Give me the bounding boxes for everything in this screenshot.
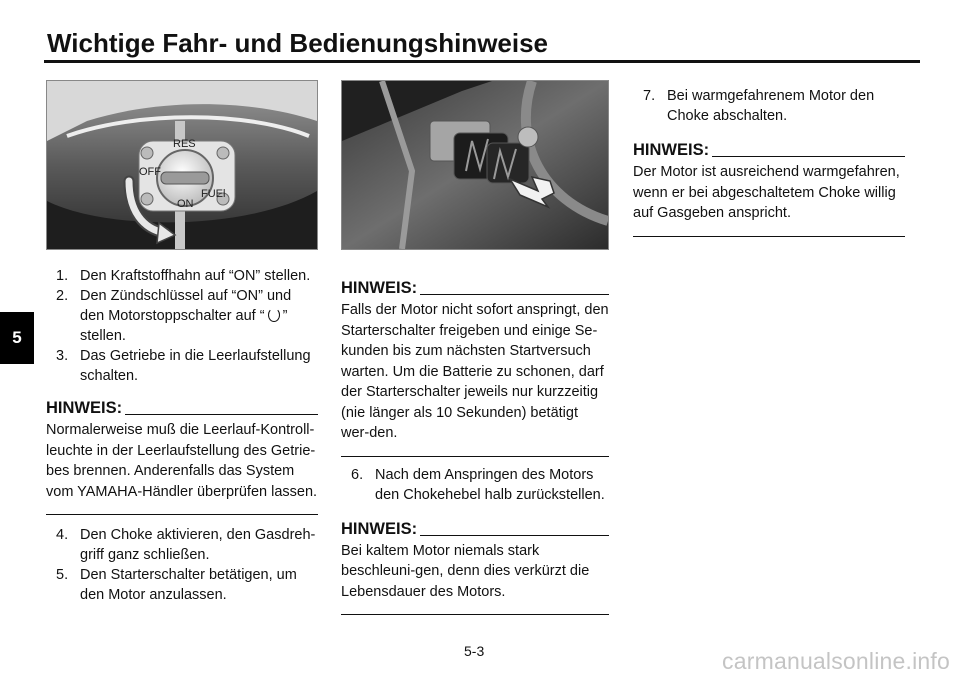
column-2	[341, 278, 609, 615]
label-res: RES	[173, 138, 196, 150]
column-3	[633, 86, 905, 237]
step-6	[341, 465, 609, 505]
note-starter	[341, 278, 609, 457]
step-number: 5.	[56, 567, 69, 583]
step-text: Den Kraftstoffhahn auf “ON” stellen.	[80, 268, 311, 284]
step-7	[633, 86, 905, 126]
note-heading: HINWEIS:	[341, 519, 609, 539]
step-text: Bei warmgefahrenem Motor den Choke abschalten.	[667, 88, 875, 124]
step-number: 6.	[351, 466, 364, 483]
step-number: 4.	[56, 527, 69, 543]
step-number: 2.	[56, 288, 69, 304]
step-4	[46, 525, 318, 565]
note-text: Falls der Motor nicht sofort anspringt, den Starterschalter freigeben und einige Se-kunden bis zum nächsten Startversuch warten. Um die Batterie zu schonen, darf der Starterschalter jeweils nur kurzzeitig (nie länger als 10 Sekunden) betätigt wer-den.	[341, 302, 609, 441]
engine-stop-switch-icon	[268, 308, 280, 322]
step-number: 7.	[643, 88, 656, 104]
steps-list-2	[46, 525, 318, 605]
watermark: carmanualsonline.info	[722, 648, 950, 674]
column-1	[46, 266, 318, 605]
note-cold-engine	[341, 519, 609, 616]
step-2	[46, 286, 318, 346]
label-fuel: FUEl	[201, 188, 226, 200]
note-text: Bei kaltem Motor niemals stark beschleuni-gen, denn dies verkürzt die Lebensdauer des Motors.	[341, 542, 590, 600]
figure-fuel-cock	[46, 80, 318, 250]
label-on: ON	[177, 198, 194, 210]
choke-lever-illustration	[342, 81, 608, 249]
chapter-tab: 5	[0, 312, 34, 364]
step-text: Das Getriebe in die Leerlaufstellung schalten.	[80, 348, 311, 384]
page-number: 5-3	[464, 643, 485, 659]
step-number: 1.	[56, 268, 69, 284]
note-end-rule	[341, 456, 609, 457]
step-3	[46, 346, 318, 386]
step-text: Den Choke aktivieren, den Gasdreh-griff ganz schließen.	[80, 527, 316, 563]
page-title: Wichtige Fahr- und Bedienungshinweise	[47, 28, 549, 58]
note-end-rule	[46, 514, 318, 515]
note-end-rule	[633, 236, 905, 237]
label-off: OFF	[139, 166, 161, 178]
note-text: Der Motor ist ausreichend warmgefahren, wenn er bei abgeschaltetem Choke willig auf Gasgeben anspricht.	[633, 164, 900, 221]
step-text: Den Starterschalter betätigen, um den Motor anzulassen.	[80, 567, 297, 603]
note-heading: HINWEIS:	[341, 278, 609, 298]
step-1	[46, 266, 318, 286]
title-rule	[44, 60, 920, 63]
note-warm-engine	[633, 140, 905, 237]
step-number: 3.	[56, 348, 69, 364]
steps-list-3	[341, 465, 609, 505]
step-text: Nach dem Anspringen des Motors den Chokehebel halb zurückstellen.	[375, 466, 605, 503]
note-end-rule	[341, 614, 609, 615]
note-neutral-light	[46, 398, 318, 515]
step-text: Den Zündschlüssel auf “ON” und den Motorstoppschalter auf “	[80, 288, 292, 324]
figure-choke-lever	[341, 80, 609, 250]
steps-list-1	[46, 266, 318, 386]
step-5	[46, 565, 318, 605]
fuel-cock-illustration	[47, 81, 317, 249]
note-heading: HINWEIS:	[46, 398, 318, 418]
steps-list-4	[633, 86, 905, 126]
note-heading: HINWEIS:	[633, 140, 905, 160]
note-text: Normalerweise muß die Leerlauf-Kontroll-leuchte in der Leerlaufstellung des Getrie-bes brennen. Anderenfalls das System vom YAMAHA-Händler überprüfen lassen.	[46, 422, 318, 500]
step-text-cont: ” stellen.	[80, 308, 288, 344]
